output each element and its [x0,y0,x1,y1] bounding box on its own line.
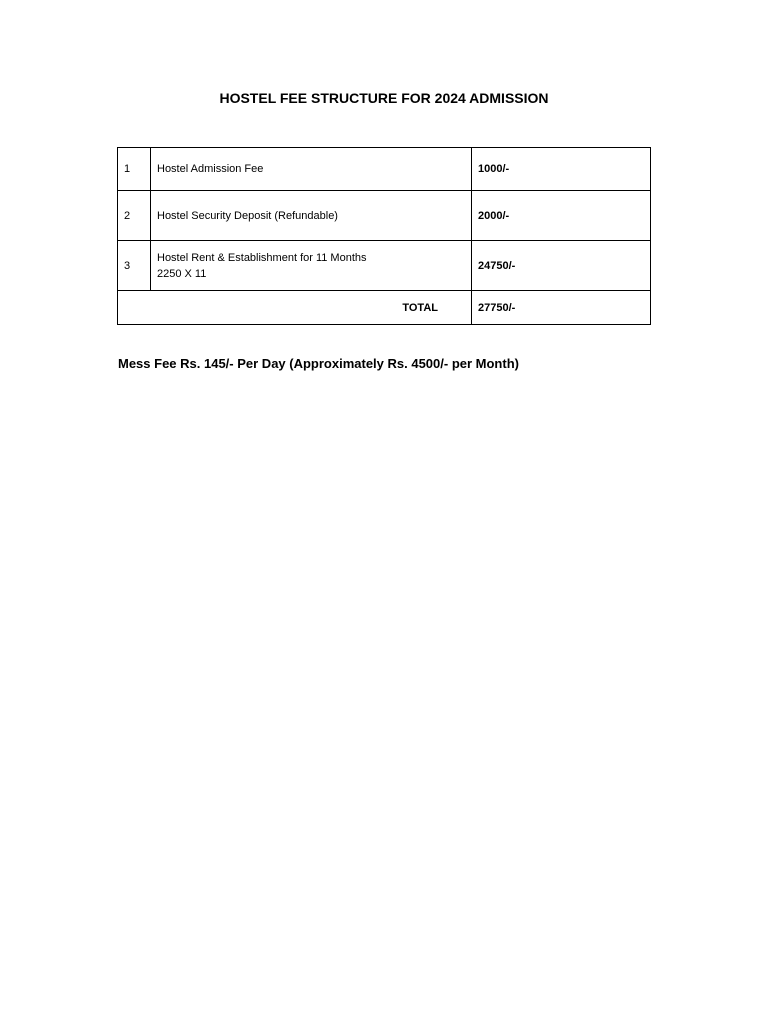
fee-table [117,147,651,325]
fee-amount: 2000/- [472,191,651,241]
fee-description-text: Hostel Rent & Establishment for 11 Months [157,251,367,264]
fee-calculation-text: 2250 X 11 [157,267,207,280]
fee-description-text: Hostel Security Deposit (Refundable) [157,209,338,222]
table-row [118,191,651,241]
fee-amount: 1000/- [472,148,651,191]
row-number: 2 [118,191,151,241]
fee-description-text: Hostel Admission Fee [157,163,264,175]
fee-amount: 24750/- [472,241,651,291]
total-amount: 27750/- [472,291,651,325]
total-label: TOTAL [118,291,472,325]
mess-fee-note: Mess Fee Rs. 145/- Per Day (Approximately Rs. 4500/- per Month) [118,356,519,371]
total-row [118,291,651,325]
fee-description [151,191,472,241]
row-number: 3 [118,241,151,291]
table-row [118,148,651,191]
fee-description [151,148,472,191]
row-number: 1 [118,148,151,191]
table-row [118,241,651,291]
fee-description [151,241,472,291]
document-title: HOSTEL FEE STRUCTURE FOR 2024 ADMISSION [219,90,549,106]
